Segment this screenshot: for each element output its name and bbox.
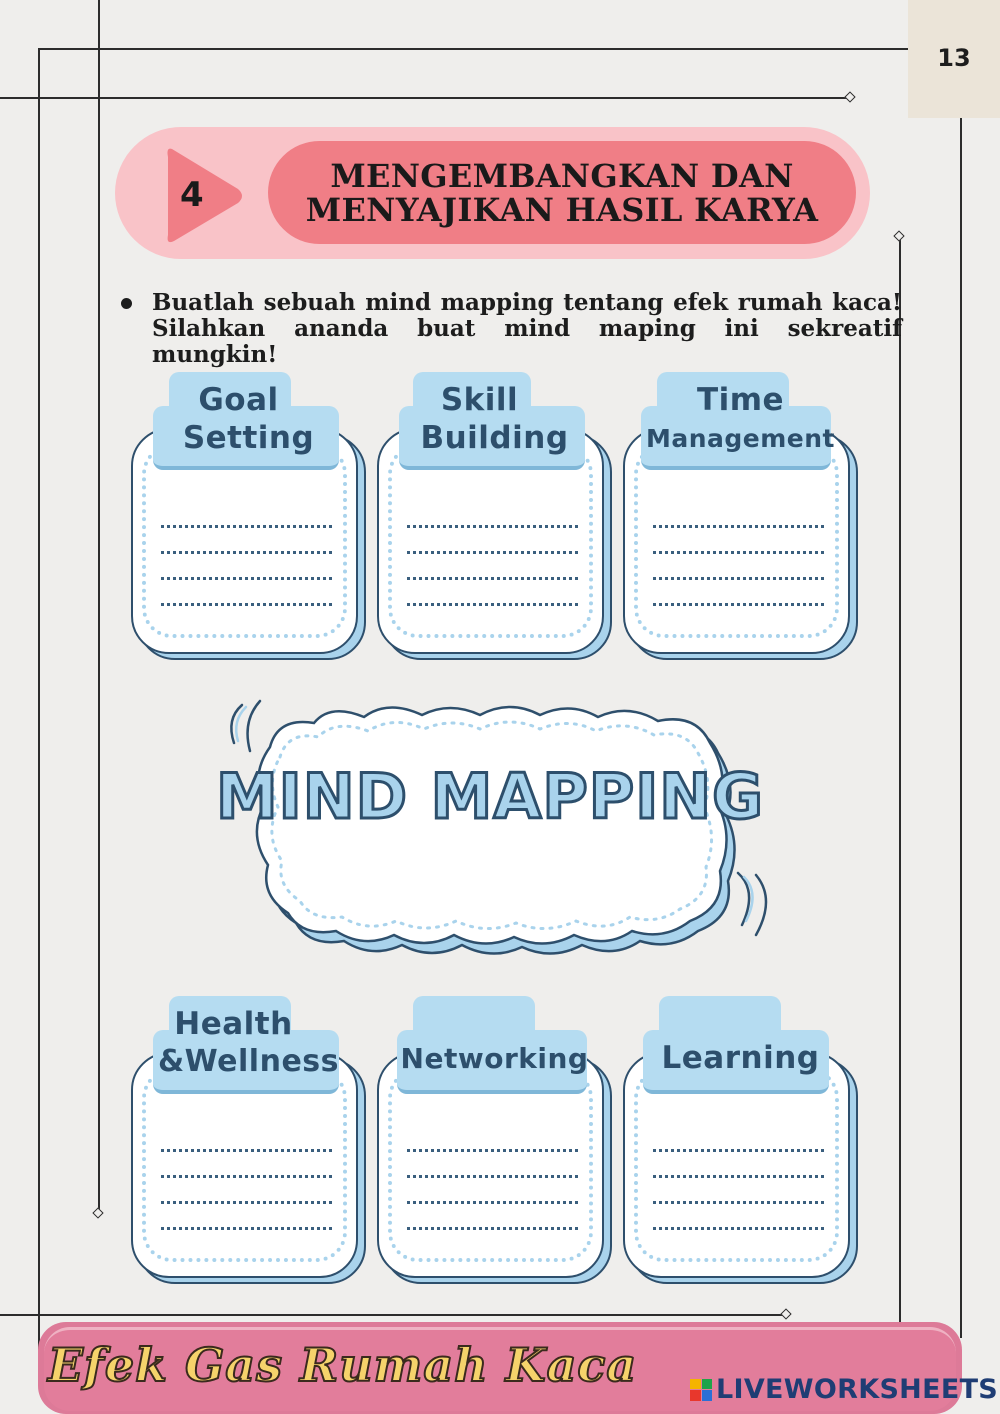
frame-line-top-outer xyxy=(38,48,962,50)
card-label-line2: Building xyxy=(420,420,569,456)
card-writing-lines[interactable] xyxy=(407,502,578,606)
instruction-line1: Buatlah sebuah mind mapping tentang efek rumah kaca! xyxy=(152,289,902,316)
header-title xyxy=(268,141,856,244)
mind-mapping-title: MIND MAPPING xyxy=(215,760,765,833)
card-writing-lines[interactable] xyxy=(161,502,332,606)
liveworksheets-logo-icon xyxy=(690,1379,712,1401)
card-label-line1: Time xyxy=(696,382,785,418)
card-label-line1: Health xyxy=(174,1006,293,1042)
card-label-line2: &Wellness xyxy=(157,1044,339,1079)
frame-line-right-outer xyxy=(960,48,962,1338)
frame-line-top-inner xyxy=(0,97,850,99)
card-writing-lines[interactable] xyxy=(653,1126,824,1230)
instruction-line2: Silahkan ananda buat mind maping ini sekreatif mungkin! xyxy=(152,315,902,368)
card-networking xyxy=(377,996,612,1286)
bullet-icon xyxy=(121,298,132,309)
liveworksheets-text: LIVEWORKSHEETS xyxy=(716,1374,999,1405)
footer-title: Efek Gas Rumah Kaca xyxy=(48,1338,638,1392)
liveworksheets-brand[interactable] xyxy=(690,1374,998,1405)
card-learning xyxy=(623,996,858,1286)
card-label-line2: Setting xyxy=(182,420,315,456)
card-writing-lines[interactable] xyxy=(407,1126,578,1230)
card-label-line2: Management xyxy=(645,424,836,453)
frame-diamond-top xyxy=(844,91,855,102)
header-title-line2: MENYAJIKAN HASIL KARYA xyxy=(305,190,819,229)
card-label-line1: Skill xyxy=(440,382,519,418)
frame-line-bottom-inner xyxy=(0,1314,786,1316)
play-arrow-icon xyxy=(162,143,246,249)
card-writing-lines[interactable] xyxy=(653,502,824,606)
card-health-wellness xyxy=(131,996,366,1286)
frame-diamond-left xyxy=(92,1207,103,1218)
card-label-line1: Goal xyxy=(198,382,279,418)
card-label-line1: Learning xyxy=(661,1040,820,1076)
card-time-management xyxy=(623,372,858,662)
card-skill-building xyxy=(377,372,612,662)
step-number: 4 xyxy=(180,175,204,215)
frame-line-left-inner xyxy=(98,0,100,1214)
frame-diamond-bottom xyxy=(780,1308,791,1319)
header-title-line1: MENGEMBANGKAN DAN xyxy=(330,156,794,195)
card-writing-lines[interactable] xyxy=(161,1126,332,1230)
frame-line-left-outer xyxy=(38,48,40,1358)
card-label-line1: Networking xyxy=(400,1042,589,1075)
instruction-text xyxy=(152,290,902,368)
card-goal-setting xyxy=(131,372,366,662)
frame-diamond-right xyxy=(893,230,904,241)
page-number xyxy=(908,0,1000,118)
page-number-text: 13 xyxy=(937,44,971,72)
